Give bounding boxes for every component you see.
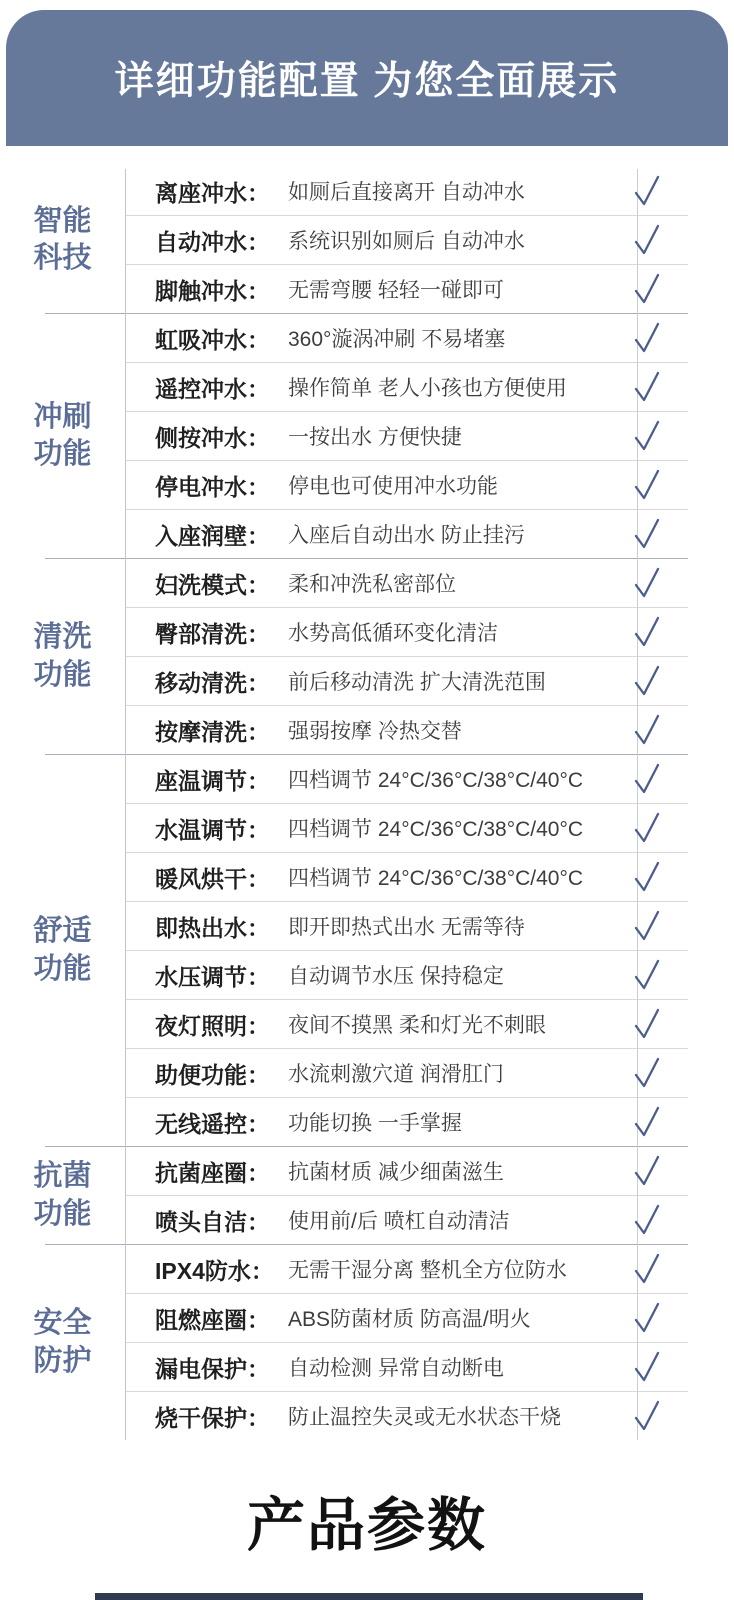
feature-name: 妇洗模式： [155,571,270,598]
table-row [125,902,734,950]
table-row [125,510,734,558]
table-row [125,314,734,362]
table-row [125,755,734,803]
feature-desc: 抗菌材质 减少细菌滋生 [288,1161,504,1184]
table-row [125,216,734,264]
check-icon [631,809,663,847]
table-row [125,265,734,313]
table-row [125,1000,734,1048]
feature-name: 助便功能： [155,1061,270,1088]
feature-name: 离座冲水： [155,179,270,206]
category-cell [0,1245,125,1440]
table-row [125,804,734,852]
feature-desc: 柔和冲洗私密部位 [288,573,456,596]
feature-desc: 防止温控失灵或无水状态干烧 [288,1406,561,1429]
feature-desc: 无需弯腰 轻轻一碰即可 [288,279,504,302]
table-row [125,363,734,411]
feature-name: 移动清洗： [155,669,270,696]
check-icon [631,613,663,651]
category-cell [0,559,125,754]
table-row [125,167,734,215]
check-icon [631,221,663,259]
section-rows [125,1245,734,1440]
feature-desc: 自动检测 异常自动断电 [288,1357,504,1380]
table-section [0,1147,734,1244]
feature-desc: 停电也可使用冲水功能 [288,475,498,498]
section-rows [125,1147,734,1244]
check-icon [631,417,663,455]
table-row [125,608,734,656]
category-label: 冲刷功能 [33,400,92,470]
feature-name: 虹吸冲水： [155,326,270,353]
feature-name: 侧按冲水： [155,424,270,451]
feature-name: 水压调节： [155,963,270,990]
table-section [0,755,734,1146]
spec-table [0,167,734,1440]
feature-desc: 水流刺激穴道 润滑肛门 [288,1063,504,1086]
feature-name: 即热出水： [155,914,270,941]
table-row [125,461,734,509]
category-label: 舒适功能 [33,915,92,985]
table-row [125,706,734,754]
check-icon [631,319,663,357]
check-icon [631,1397,663,1435]
feature-name: IPX4防水： [155,1257,274,1284]
table-row [125,657,734,705]
check-icon [631,1348,663,1386]
check-icon [631,1250,663,1288]
feature-desc: 操作简单 老人小孩也方便使用 [288,377,567,400]
table-row [125,1049,734,1097]
check-icon [631,907,663,945]
check-icon [631,858,663,896]
table-section [0,167,734,313]
table-row [125,853,734,901]
feature-name: 座温调节： [155,767,270,794]
feature-desc: 即开即热式出水 无需等待 [288,916,525,939]
check-icon [631,270,663,308]
feature-desc: 四档调节 24°C/36°C/38°C/40°C [288,818,584,841]
feature-desc: 四档调节 24°C/36°C/38°C/40°C [288,769,584,792]
feature-name: 夜灯照明： [155,1012,270,1039]
header-banner [6,10,728,146]
check-icon [631,1054,663,1092]
feature-name: 入座润壁： [155,522,270,549]
feature-name: 抗菌座圈： [155,1159,270,1186]
check-icon [631,956,663,994]
table-row [125,951,734,999]
feature-desc: 水势高低循环变化清洁 [288,622,498,645]
table-row [125,1294,734,1342]
table-row [125,1245,734,1293]
table-row [125,1098,734,1146]
feature-desc: 夜间不摸黑 柔和灯光不刺眼 [288,1014,546,1037]
feature-name: 停电冲水： [155,473,270,500]
check-icon [631,172,663,210]
feature-desc: 前后移动清洗 扩大清洗范围 [288,671,546,694]
category-cell [0,167,125,313]
check-icon [631,760,663,798]
check-icon [631,1152,663,1190]
check-icon [631,1201,663,1239]
check-icon [631,515,663,553]
check-icon [631,564,663,602]
table-row [125,1147,734,1195]
table-row [125,1343,734,1391]
feature-name: 阻燃座圈： [155,1306,270,1333]
table-row [125,1392,734,1440]
feature-name: 水温调节： [155,816,270,843]
check-icon [631,1103,663,1141]
feature-desc: 系统识别如厕后 自动冲水 [288,230,525,253]
next-table-top-edge [95,1593,643,1600]
category-cell [0,1147,125,1244]
params-section-title: 产品参数 [246,1493,487,1558]
table-row [125,559,734,607]
table-section [0,559,734,754]
feature-desc: 使用前/后 喷杠自动清洁 [288,1210,510,1233]
feature-name: 无线遥控： [155,1110,270,1137]
feature-name: 喷头自洁： [155,1208,270,1235]
feature-desc: 如厕后直接离开 自动冲水 [288,181,525,204]
check-icon [631,662,663,700]
check-icon [631,466,663,504]
feature-name: 烧干保护： [155,1404,270,1431]
feature-name: 按摩清洗： [155,718,270,745]
section-rows [125,559,734,754]
feature-desc: ABS防菌材质 防高温/明火 [288,1308,531,1331]
feature-desc: 自动调节水压 保持稳定 [288,965,504,988]
check-icon [631,1005,663,1043]
feature-name: 自动冲水： [155,228,270,255]
section-rows [125,167,734,313]
check-icon [631,711,663,749]
feature-desc: 四档调节 24°C/36°C/38°C/40°C [288,867,584,890]
feature-desc: 强弱按摩 冷热交替 [288,720,462,743]
check-icon [631,368,663,406]
category-label: 智能科技 [33,204,92,274]
feature-name: 漏电保护： [155,1355,270,1382]
feature-name: 遥控冲水： [155,375,270,402]
table-section [0,314,734,558]
check-icon [631,1299,663,1337]
category-label: 清洗功能 [33,621,92,691]
category-label: 抗菌功能 [33,1160,92,1230]
feature-desc: 入座后自动出水 防止挂污 [288,524,525,547]
category-cell [0,755,125,1146]
feature-desc: 360°漩涡冲刷 不易堵塞 [288,328,506,351]
category-cell [0,314,125,558]
table-section [0,1245,734,1440]
section-rows [125,755,734,1146]
category-label: 安全防护 [33,1307,92,1377]
section-rows [125,314,734,558]
page-title: 详细功能配置 为您全面展示 [114,60,620,103]
feature-name: 暖风烘干： [155,865,270,892]
table-row [125,1196,734,1244]
feature-name: 臀部清洗： [155,620,270,647]
table-row [125,412,734,460]
feature-name: 脚触冲水： [155,277,270,304]
feature-desc: 无需干湿分离 整机全方位防水 [288,1259,567,1282]
feature-desc: 一按出水 方便快捷 [288,426,462,449]
feature-desc: 功能切换 一手掌握 [288,1112,462,1135]
